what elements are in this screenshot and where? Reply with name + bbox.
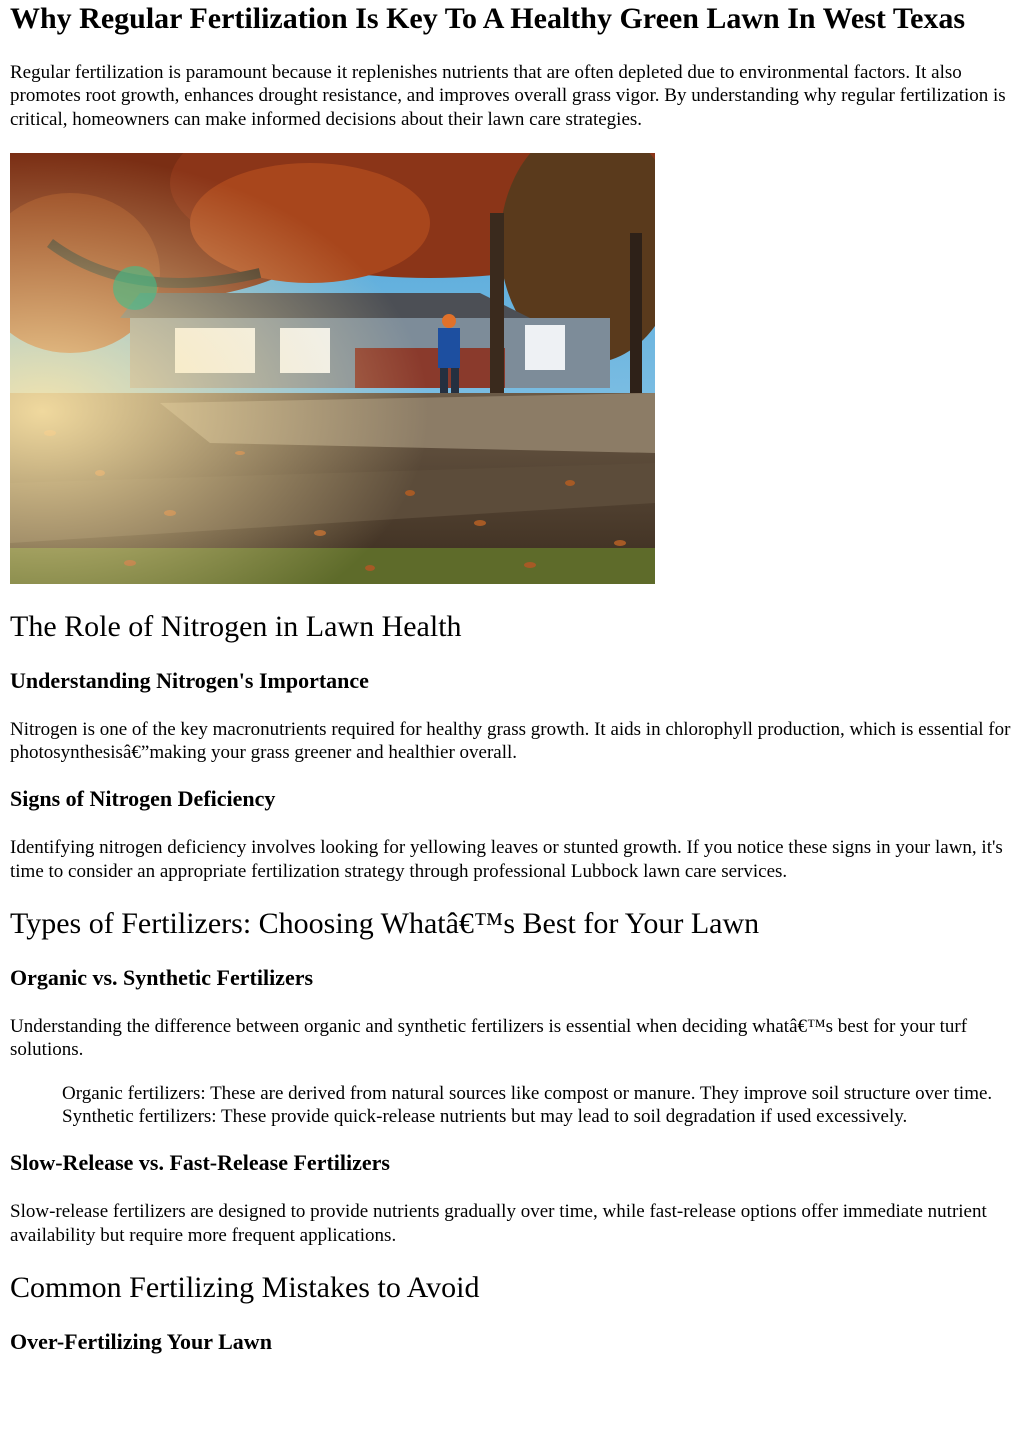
release-types-heading: Slow-Release vs. Fast-Release Fertilizers bbox=[10, 1150, 390, 1176]
organic-synthetic-heading: Organic vs. Synthetic Fertilizers bbox=[10, 965, 314, 991]
nitrogen-heading: The Role of Nitrogen in Lawn Health bbox=[10, 609, 462, 643]
organic-synthetic-paragraph: Understanding the difference between organic and synthetic fertilizers is essential when deciding whatâ€™s best for your turf solutions. bbox=[10, 1016, 968, 1061]
mistakes-heading: Common Fertilizing Mistakes to Avoid bbox=[10, 1270, 480, 1304]
nitrogen-importance-paragraph: Nitrogen is one of the key macronutrients required for healthy grass growth. It aids in chlorophyll production, which is essential for photosynthesisâ€”making your grass greener and healthier overall. bbox=[10, 718, 1011, 764]
over-fertilizing-heading: Over-Fertilizing Your Lawn bbox=[10, 1328, 272, 1354]
page-title: Why Regular Fertilization Is Key To A Healthy Green Lawn In West Texas bbox=[10, 2, 966, 35]
nitrogen-importance-heading: Understanding Nitrogen's Importance bbox=[10, 667, 369, 693]
fertilizer-types-blockquote: Organic fertilizers: These are derived from natural sources like compost or manure. They improve soil structure over time. Synthetic fertilizers: These provide quick-release nutrients but may lead to soil degradation if used excessively. bbox=[62, 1082, 993, 1127]
fertilizer-types-heading: Types of Fertilizers: Choosing Whatâ€™s Best for Your Lawn bbox=[10, 907, 760, 941]
release-types-paragraph: Slow-release fertilizers are designed to provide nutrients gradually over time, while fast-release options offer immediate nutrient availability but require more frequent applications. bbox=[10, 1201, 987, 1246]
intro-paragraph: Regular fertilization is paramount because it replenishes nutrients that are often depleted due to environmental factors. It also promotes root growth, enhances drought resistance, and improves overall grass vigor. By understanding why regular fertilization is critical, homeowners can make informed decisions about their lawn care strategies. bbox=[10, 62, 1006, 130]
nitrogen-deficiency-paragraph: Identifying nitrogen deficiency involves looking for yellowing leaves or stunted growth. If you notice these signs in your lawn, it's time to consider an appropriate fertilization strategy through professional Lubbock lawn care services. bbox=[10, 837, 1003, 882]
lawn-autumn-photo bbox=[10, 153, 655, 584]
nitrogen-deficiency-heading: Signs of Nitrogen Deficiency bbox=[10, 786, 276, 812]
